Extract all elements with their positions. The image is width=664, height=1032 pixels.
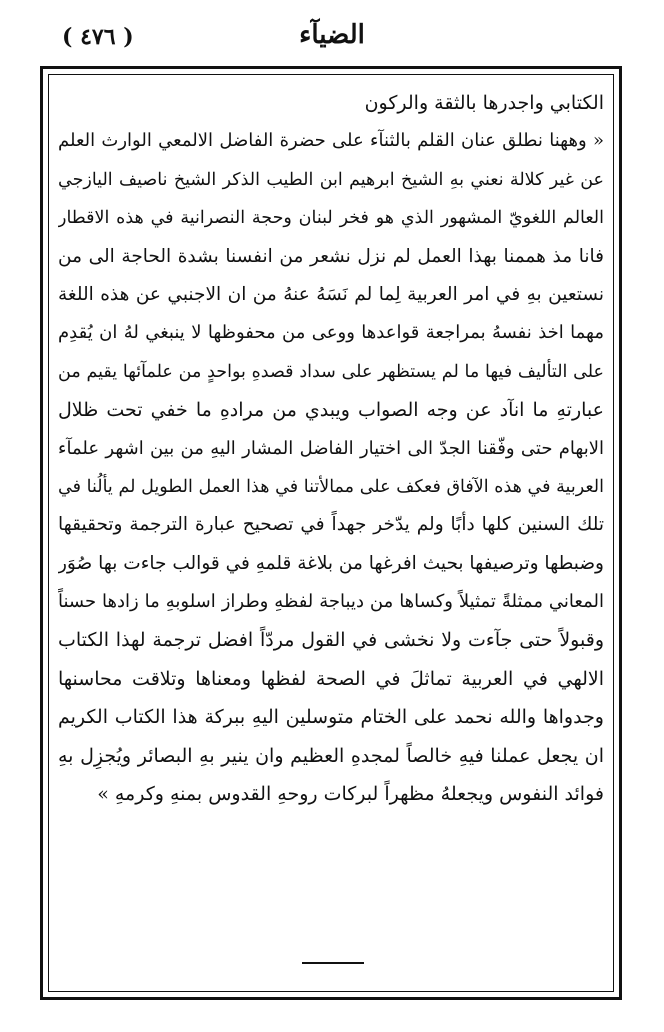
page-header: [0, 18, 664, 58]
text-line: فانا مذ هممنا بهذا العمل لم نزل نشعر من انفسنا بشدة الحاجة الى من: [58, 245, 604, 267]
text-line: وضبطها وترصيفها بحيث افرغها من بلاغة قلمهِ في قوالب جاءت بها صُوَر: [58, 552, 604, 574]
text-line: عبارتهِ ما انآد عن وجه الصواب ويبدي من مرادهِ ما خفي تحت ظلال: [58, 399, 604, 422]
text-line: ان يجعل عملنا فيهِ خالصاً لمجدهِ العظيم وان ينير بهِ البصائر ويُجزِل بهِ: [58, 744, 604, 767]
text-line: وقبولاً حتى جآءت ولا نخشى في القول مردّاً افضل ترجمة لهذا الكتاب: [58, 629, 604, 652]
text-line: العربية في هذه الآفاق فعكف على ممالأتنا في هذا العمل الطويل لم يألُنا في: [58, 476, 604, 497]
text-line: نستعين بهِ في امر العربية لِما لم نَسَهُ عنهُ من ان الاجنبي عن هذه اللغة: [58, 283, 604, 305]
page-number: ( ٤٧٦ ): [62, 24, 134, 50]
text-line: عن غير كلالة نعني بهِ الشيخ ابرهيم ابن الطيب الذكر الشيخ ناصيف اليازجي: [58, 169, 604, 190]
text-line: المعاني ممثلةً تمثيلاً وكساها من ديباجة لفظهِ وطراز اسلوبهِ ما زادها حسناً: [58, 591, 604, 613]
text-line: العالم اللغويّ المشهور الذي هو فخر لبنان وحجة النصرانية في هذه الاقطار: [58, 208, 604, 229]
text-line: الابهام حتى وفّقنا الجدّ الى اختيار الفاضل المشار اليهِ من بين اشهر علمآء: [58, 437, 604, 459]
text-line: تلك السنين كلها دأبًا ولم يدّخر جهداً في تصحيح عبارة الترجمة وتحقيقها: [58, 514, 604, 536]
text-line: وجدواها والله نحمد على الختام متوسلين اليهِ ببركة هذا الكتاب الكريم: [58, 706, 604, 729]
text-line: الكتابي واجدرها بالثقة والركون: [364, 92, 604, 114]
text-line: الالهي في العربية تماثلَ في الصحة لفظها ومعناها وتلاقت محاسنها: [58, 667, 604, 690]
running-title: الضيآء: [299, 20, 365, 50]
text-line: مهما اخذ نفسهُ بمراجعة قواعدها ووعى من محفوظها لا ينبغي لهُ ان يُقدِم: [58, 322, 604, 344]
text-line: على التأليف فيها ما لم يستظهر على سداد قصدهِ بواحدٍ من علمآئها يقيم من: [58, 361, 604, 382]
text-line: « وههنا نطلق عنان القلم بالثنآء على حضرة الفاضل الالمعي الوارث العلم: [58, 130, 604, 152]
end-rule: [302, 962, 364, 964]
text-body: [58, 84, 604, 813]
text-line: فوائد النفوس ويجعلهُ مظهراً لبركات روحهِ القدوس بمنهِ وكرمهِ »: [97, 783, 604, 806]
